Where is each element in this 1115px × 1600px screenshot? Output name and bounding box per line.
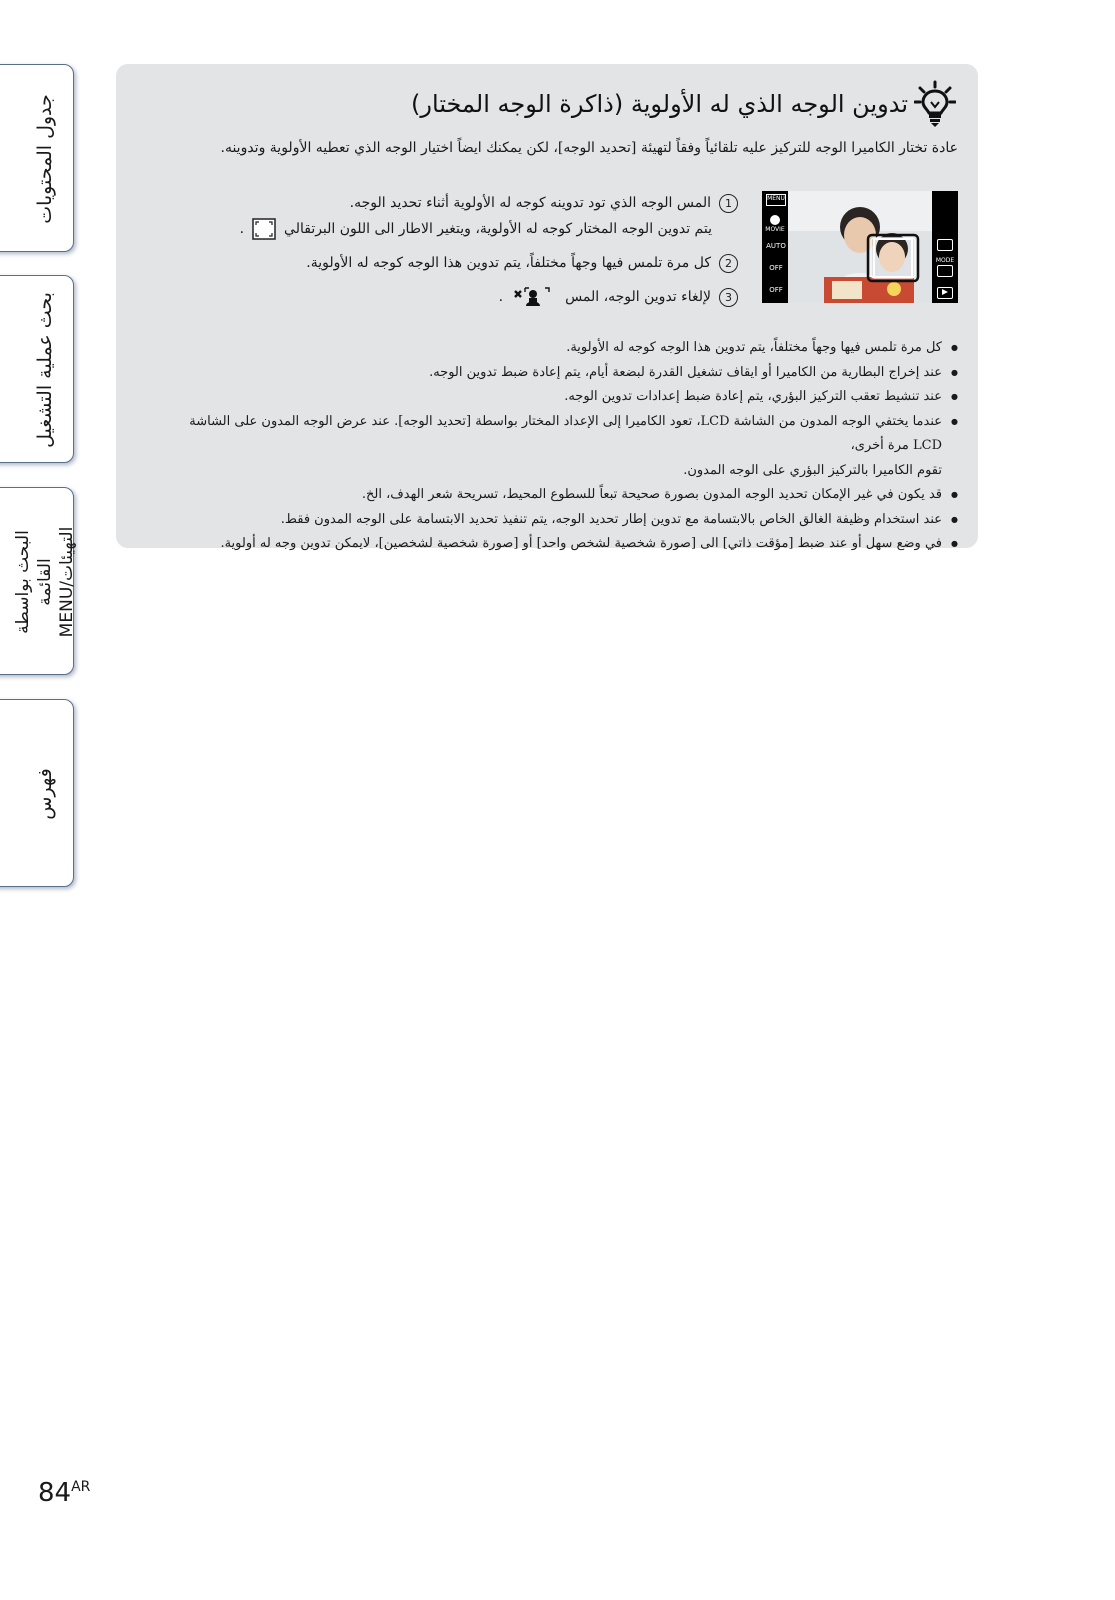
note-text-continued: تقوم الكاميرا بالتركيز البؤري على الوجه المدون. <box>683 462 942 478</box>
step-number: 2 <box>719 254 738 273</box>
hint-panel <box>116 64 978 551</box>
tab-index[interactable] <box>0 699 74 887</box>
step-number: 1 <box>719 194 738 213</box>
movie-record-icon <box>770 215 780 225</box>
self-timer-off-icon: OFF <box>769 264 783 272</box>
note-item <box>158 410 958 484</box>
panel-header <box>411 78 956 130</box>
camera-mode-icon <box>937 265 953 277</box>
note-item: ● عند إخراج البطارية من الكاميرا أو ايقاف تشغيل القدرة لبضعة أيام، يتم إعادة ضبط تدوين الوجه. <box>158 361 958 386</box>
movie-label: MOVIE <box>765 226 785 233</box>
tab-menu-settings-search[interactable] <box>0 487 77 675</box>
note-text: عندما يختفي الوجه المدون من الشاشة LCD، تعود الكاميرا إلى الإعداد المختار بواسطة [تحديد الوجه]. عند عرض الوجه المدون على الشاشة LCD مرة أخرى، <box>189 413 942 453</box>
tab-label: جدول المحتويات <box>34 94 56 224</box>
orange-frame-icon <box>252 218 276 240</box>
steps-list <box>218 190 738 310</box>
camera-right-toolbar <box>932 191 958 303</box>
note-item: ● في وضع سهل أو عند ضبط [مؤقت ذاتي] الى [صورة شخصية لشخص واحد] أو [صورة شخصية لشخصين]، لايمكن تدوين وجه له أولوية. <box>158 532 958 557</box>
tab-table-of-contents[interactable] <box>0 64 74 252</box>
tab-label: البحث بواسطة القائمة التهيئات/MENU <box>13 526 77 638</box>
cancel-face-registration-icon <box>511 286 557 308</box>
menu-icon: MENU <box>766 194 786 206</box>
note-item: ● كل مرة تلمس فيها وجهاً مختلفاً، يتم تدوين هذا الوجه كوجه له الأولوية. <box>158 336 958 361</box>
step-3: 3 لإلغاء تدوين الوجه، المس . <box>218 284 738 310</box>
panel-title: تدوين الوجه الذي له الأولوية (ذاكرة الوجه المختار) <box>411 90 908 118</box>
burst-off-icon: OFF <box>769 286 783 294</box>
note-item: ● عند تنشيط تعقب التركيز البؤري، يتم إعادة ضبط إعدادات تدوين الوجه. <box>158 385 958 410</box>
tab-label: بحث عملية التشغيل <box>34 292 56 448</box>
note-item: ● عند استخدام وظيفة الغالق الخاص بالابتسامة مع تدوين إطار تحديد الوجه، يتم تنفيذ تحديد الابتسامة على الوجه المدون فقط. <box>158 508 958 533</box>
face-detection-icon <box>937 239 953 251</box>
tab-operation-search[interactable] <box>0 275 74 463</box>
step-text: لإلغاء تدوين الوجه، المس <box>565 289 711 305</box>
page-number: $84^{AR}$ <box>38 1478 91 1508</box>
camera-left-toolbar <box>762 191 788 303</box>
step-1-detail: يتم تدوين الوجه المختار كوجه له الأولوية، ويتغير الاطار الى اللون البرتقالي . <box>218 216 738 242</box>
mode-label: MODE <box>935 257 955 264</box>
intro-text: عادة تختار الكاميرا الوجه للتركيز عليه تلقائياً وفقاً لتهيئة [تحديد الوجه]، لكن يمكنك ايضاً اختيار الوجه الذي تعطيه الأولوية وتدوينه. <box>220 140 958 156</box>
playback-icon <box>937 287 953 299</box>
flash-auto-icon: AUTO <box>766 242 786 250</box>
lightbulb-icon <box>914 80 956 128</box>
camera-lcd-illustration <box>762 191 958 303</box>
photo-preview <box>788 191 932 303</box>
step-text: المس الوجه الذي تود تدوينه كوجه له الأولوية أثناء تحديد الوجه. <box>349 195 711 211</box>
step-number: 3 <box>719 288 738 307</box>
step-text: كل مرة تلمس فيها وجهاً مختلفاً، يتم تدوين هذا الوجه كوجه له الأولوية. <box>306 255 711 271</box>
tab-label: فهرس <box>34 768 56 820</box>
step-1 <box>218 190 738 216</box>
note-item: ● قد يكون في غير الإمكان تحديد الوجه المدون بصورة صحيحة تبعاً للسطوع المحيط، تسريحة شعر الهدف، الخ. <box>158 483 958 508</box>
step-text: يتم تدوين الوجه المختار كوجه له الأولوية، ويتغير الاطار الى اللون البرتقالي <box>284 221 712 237</box>
step-2 <box>218 250 738 276</box>
notes-list <box>158 336 958 557</box>
page-suffix: AR <box>71 1479 91 1495</box>
